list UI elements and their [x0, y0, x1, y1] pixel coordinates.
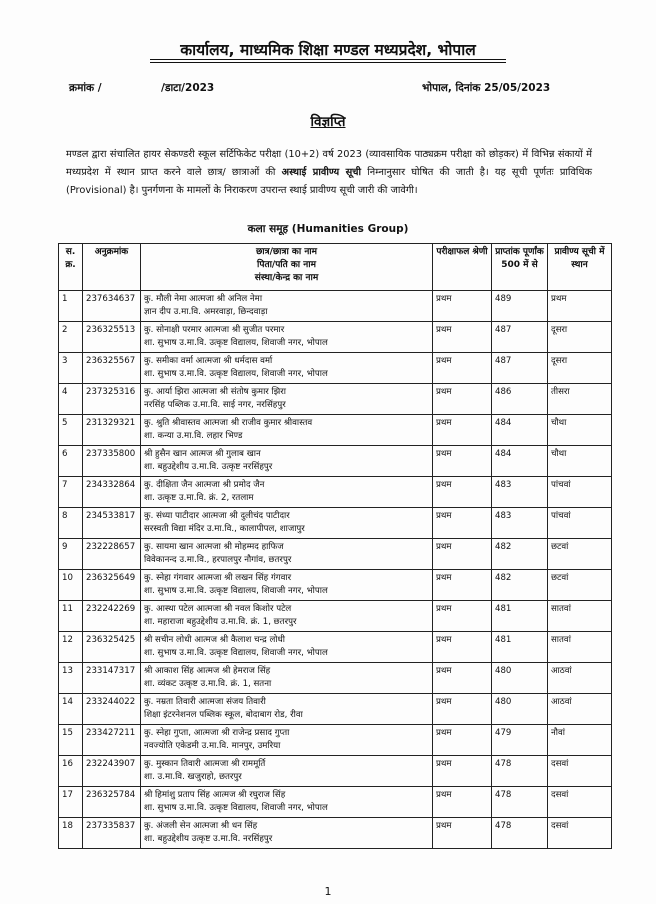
merit-list-table — [58, 243, 612, 849]
cell-marks: 478 — [492, 818, 548, 849]
cell-division: प्रथम — [433, 508, 492, 539]
cell-rank: आठवां — [548, 694, 612, 725]
cell-school-name: शा. सुभाष उ.मा.वि. उत्कृष्ट विद्यालय, शिवाजी नगर, भोपाल — [144, 368, 328, 379]
cell-serial: 6 — [59, 446, 83, 477]
cell-student-name: श्री हुसैन खान आत्मज श्री गुलाब खान — [144, 449, 261, 459]
cell-marks: 482 — [492, 539, 548, 570]
cell-name-school — [141, 291, 433, 322]
cell-marks: 487 — [492, 322, 548, 353]
table-row — [59, 601, 612, 632]
cell-roll-number: 236325784 — [83, 787, 141, 818]
cell-serial: 15 — [59, 725, 83, 756]
cell-name-school — [141, 818, 433, 849]
cell-school-name: सरस्वती विद्या मंदिर उ.मा.वि., कालापीपल, शाजापुर — [144, 523, 305, 534]
cell-serial: 8 — [59, 508, 83, 539]
cell-roll-number: 237335800 — [83, 446, 141, 477]
table-row — [59, 663, 612, 694]
cell-serial: 12 — [59, 632, 83, 663]
cell-serial: 3 — [59, 353, 83, 384]
table-row — [59, 446, 612, 477]
cell-marks: 487 — [492, 353, 548, 384]
place-and-date: भोपाल, दिनांक 25/05/2023 — [422, 82, 551, 94]
table-row — [59, 787, 612, 818]
cell-student-name: कु. स्नेहा गुप्ता, आत्मजा श्री राजेन्द्र प्रसाद गुप्ता — [144, 728, 290, 738]
cell-division: प्रथम — [433, 415, 492, 446]
cell-rank: चौथा — [548, 446, 612, 477]
cell-school-name: शा. कन्या उ.मा.वि. लहार भिण्ड — [144, 430, 243, 441]
table-row — [59, 477, 612, 508]
cell-school-name: शा. बहुउद्देशीय उ.मा.वि. उत्कृष्ट नरसिंहपुर — [144, 461, 273, 472]
table-row — [59, 818, 612, 849]
cell-roll-number: 233147317 — [83, 663, 141, 694]
notice-title: विज्ञप्ति — [310, 114, 346, 130]
cell-name-school — [141, 694, 433, 725]
cell-marks: 483 — [492, 508, 548, 539]
cell-roll-number: 237325316 — [83, 384, 141, 415]
reference-number-suffix: /डाटा/2023 — [161, 82, 215, 94]
cell-name-school — [141, 601, 433, 632]
cell-rank: सातवां — [548, 601, 612, 632]
table-row — [59, 384, 612, 415]
cell-marks: 480 — [492, 663, 548, 694]
cell-student-name: कु. सायमा खान आत्मजा श्री मोहम्मद हाफिज — [144, 542, 284, 552]
cell-rank: दसवां — [548, 756, 612, 787]
cell-student-name: कु. आर्या झिरा आत्मजा श्री संतोष कुमार झिरा — [144, 387, 287, 397]
cell-school-name: शा. बहुउद्देशीय उत्कृष्ट उ.मा.वि. नरसिंहपुर — [144, 833, 273, 844]
cell-division: प्रथम — [433, 632, 492, 663]
header-serial: स. क्र. — [59, 244, 83, 291]
cell-marks: 484 — [492, 446, 548, 477]
cell-name-school — [141, 353, 433, 384]
cell-rank: प्रथम — [548, 291, 612, 322]
cell-school-name: नरसिंह पब्लिक उ.मा.वि. साई नगर, नरसिंहपुर — [144, 399, 286, 410]
cell-division: प्रथम — [433, 384, 492, 415]
table-header-row — [59, 244, 612, 291]
cell-marks: 486 — [492, 384, 548, 415]
cell-roll-number: 237634637 — [83, 291, 141, 322]
group-title: कला समूह (Humanities Group) — [247, 223, 409, 235]
cell-roll-number: 234533817 — [83, 508, 141, 539]
cell-name-school — [141, 415, 433, 446]
table-row — [59, 725, 612, 756]
table-row — [59, 570, 612, 601]
cell-roll-number: 233244022 — [83, 694, 141, 725]
cell-roll-number: 236325567 — [83, 353, 141, 384]
cell-division: प्रथम — [433, 539, 492, 570]
cell-division: प्रथम — [433, 787, 492, 818]
header-father-name: पिता/पति का नाम — [257, 260, 316, 270]
cell-marks: 481 — [492, 601, 548, 632]
reference-number-label: क्रमांक / — [69, 82, 102, 94]
cell-student-name: कु. सोनाक्षी परमार आत्मजा श्री सुजीत परमार — [144, 325, 285, 335]
header-name — [141, 244, 433, 291]
cell-roll-number: 233427211 — [83, 725, 141, 756]
table-row — [59, 291, 612, 322]
cell-rank: आठवां — [548, 663, 612, 694]
cell-roll-number: 236325649 — [83, 570, 141, 601]
cell-school-name: शा. उत्कृष्ट उ.मा.वि. क्रं. 2, रतलाम — [144, 492, 254, 503]
cell-division: प्रथम — [433, 322, 492, 353]
cell-marks: 479 — [492, 725, 548, 756]
cell-serial: 11 — [59, 601, 83, 632]
cell-school-name: शा. सुभाष उ.मा.वि. उत्कृष्ट विद्यालय, शिवाजी नगर, भोपाल — [144, 337, 328, 348]
header-marks: प्राप्तांक पूर्णांक 500 में से — [492, 244, 548, 291]
cell-rank: छटवां — [548, 570, 612, 601]
cell-division: प्रथम — [433, 570, 492, 601]
cell-student-name: कु. अंजली सेन आत्मजा श्री धन सिंह — [144, 821, 258, 831]
cell-division: प्रथम — [433, 663, 492, 694]
cell-student-name: कु. मुस्कान तिवारी आत्मजा श्री राममूर्ति — [144, 759, 266, 769]
intro-text-part2: निम्नानुसार घोषित की जाती है। यह सूची पूर्णतः प्राविधिक (Provisional) है। पुनर्गणना के मामलों के निराकरण उपरान्त स्थाई प्रावीण्य सूची जारी की जावेगी। — [66, 167, 592, 196]
cell-rank: नौवां — [548, 725, 612, 756]
cell-student-name: श्री हिमांशु प्रताप सिंह आत्मज श्री रघुराज सिंह — [144, 790, 286, 800]
cell-name-school — [141, 756, 433, 787]
cell-serial: 13 — [59, 663, 83, 694]
table-row — [59, 756, 612, 787]
cell-student-name: कु. दीक्षिता जैन आत्मजा श्री प्रमोद जैन — [144, 480, 265, 490]
cell-school-name: शा. सुभाष उ.मा.वि. उत्कृष्ट विद्यालय, शिवाजी नगर, भोपाल — [144, 585, 328, 596]
cell-division: प्रथम — [433, 353, 492, 384]
cell-marks: 482 — [492, 570, 548, 601]
cell-name-school — [141, 477, 433, 508]
header-division: परीक्षाफल श्रेणी — [433, 244, 492, 291]
page-number: 1 — [324, 885, 332, 898]
cell-school-name: विवेकानन्द उ.मा.वि., हरपालपुर नौगांव, छतरपुर — [144, 554, 292, 565]
cell-roll-number: 237335837 — [83, 818, 141, 849]
table-row — [59, 694, 612, 725]
cell-name-school — [141, 725, 433, 756]
table-row — [59, 322, 612, 353]
cell-rank: छटवां — [548, 539, 612, 570]
cell-student-name: कु. समीका वर्मा आत्मजा श्री धर्मदास वर्मा — [144, 356, 273, 366]
cell-name-school — [141, 663, 433, 694]
cell-rank: चौथा — [548, 415, 612, 446]
cell-name-school — [141, 322, 433, 353]
cell-name-school — [141, 570, 433, 601]
cell-marks: 481 — [492, 632, 548, 663]
title-underline — [150, 59, 506, 60]
cell-division: प्रथम — [433, 477, 492, 508]
cell-student-name: श्री सचीन लोधी आत्मज श्री कैलाश चन्द्र लोधी — [144, 635, 286, 645]
cell-roll-number: 231329321 — [83, 415, 141, 446]
cell-serial: 7 — [59, 477, 83, 508]
cell-student-name: श्री आकाश सिंह आत्मज श्री हेमराज सिंह — [144, 666, 271, 676]
table-row — [59, 415, 612, 446]
cell-division: प्रथम — [433, 725, 492, 756]
cell-school-name: ज्ञान दीप उ.मा.वि. अमरवाड़ा, छिन्दवाड़ा — [144, 306, 268, 317]
cell-division: प्रथम — [433, 694, 492, 725]
cell-name-school — [141, 539, 433, 570]
cell-name-school — [141, 384, 433, 415]
table-body — [59, 291, 612, 849]
cell-division: प्रथम — [433, 601, 492, 632]
cell-serial: 9 — [59, 539, 83, 570]
table-row — [59, 632, 612, 663]
cell-serial: 16 — [59, 756, 83, 787]
cell-marks: 484 — [492, 415, 548, 446]
cell-name-school — [141, 446, 433, 477]
cell-marks: 480 — [492, 694, 548, 725]
title-underline-second — [150, 62, 506, 63]
cell-roll-number: 236325513 — [83, 322, 141, 353]
cell-rank: दूसरा — [548, 353, 612, 384]
header-roll-number: अनुक्रमांक — [83, 244, 141, 291]
cell-serial: 10 — [59, 570, 83, 601]
cell-roll-number: 234332864 — [83, 477, 141, 508]
header-student-name: छात्र/छात्रा का नाम — [255, 247, 318, 257]
cell-school-name: शा. उ.मा.वि. खजुराहो, छतरपुर — [144, 771, 242, 782]
cell-rank: दसवां — [548, 787, 612, 818]
cell-division: प्रथम — [433, 446, 492, 477]
cell-roll-number: 236325425 — [83, 632, 141, 663]
cell-division: प्रथम — [433, 756, 492, 787]
cell-marks: 478 — [492, 787, 548, 818]
header-institution-name: संस्था/केन्द्र का नाम — [254, 273, 319, 283]
cell-school-name: शा. सुभाष उ.मा.वि. उत्कृष्ट विद्यालय, शिवाजी नगर, भोपाल — [144, 647, 328, 658]
cell-student-name: कु. संध्या पाटीदार आत्मजा श्री दुलीचंद पाटीदार — [144, 511, 290, 521]
cell-roll-number: 232243907 — [83, 756, 141, 787]
cell-student-name: कु. मौली नेमा आत्मजा श्री अनिल नेमा — [144, 294, 263, 304]
intro-text-part1: मण्डल द्वारा संचालित हायर सेकण्डरी स्कूल सर्टिफिकेट परीक्षा (10+2) वर्ष 2023 (व्यावसायिक पाठ्यक्रम परीक्षा को छोड़कर) में विभिन्न संकायों में मध्यप्रदेश में स्थान प्राप्त करने वाले छात्र/ छात्राओं की — [66, 149, 592, 178]
intro-paragraph — [66, 146, 592, 200]
cell-student-name: कु. स्नेहा गंगवार आत्मजा श्री लखन सिंह गंगवार — [144, 573, 292, 583]
table-row — [59, 353, 612, 384]
cell-school-name: शा. महाराजा बहुउद्देशीय उ.मा.वि. क्रं. 1, छतरपुर — [144, 616, 297, 627]
cell-rank: पांचवां — [548, 508, 612, 539]
cell-serial: 5 — [59, 415, 83, 446]
cell-student-name: कु. नम्रता तिवारी आत्मजा संजय तिवारी — [144, 697, 266, 707]
cell-serial: 17 — [59, 787, 83, 818]
cell-student-name: कु. श्रुति श्रीवास्तव आत्मजा श्री राजीव कुमार श्रीवास्तव — [144, 418, 313, 428]
cell-serial: 18 — [59, 818, 83, 849]
cell-marks: 489 — [492, 291, 548, 322]
cell-school-name: नवज्योति एकेडमी उ.मा.वि. मानपुर, उमरिया — [144, 740, 281, 751]
cell-name-school — [141, 632, 433, 663]
cell-roll-number: 232228657 — [83, 539, 141, 570]
cell-serial: 14 — [59, 694, 83, 725]
cell-division: प्रथम — [433, 291, 492, 322]
intro-text-bold: अस्थाई प्रावीण्य सूची — [281, 167, 362, 178]
cell-school-name: शिक्षा इंटरनेशनल पब्लिक स्कूल, बोदाबाग रोड, रीवा — [144, 709, 303, 720]
cell-name-school — [141, 508, 433, 539]
cell-rank: तीसरा — [548, 384, 612, 415]
cell-student-name: कु. आस्था पटेल आत्मजा श्री नवल किशोर पटेल — [144, 604, 292, 614]
table-row — [59, 539, 612, 570]
cell-school-name: शा. सुभाष उ.मा.वि. उत्कृष्ट विद्यालय, शिवाजी नगर, भोपाल — [144, 802, 328, 813]
cell-rank: दूसरा — [548, 322, 612, 353]
cell-name-school — [141, 787, 433, 818]
cell-division: प्रथम — [433, 818, 492, 849]
cell-serial: 2 — [59, 322, 83, 353]
office-title: कार्यालय, माध्यमिक शिक्षा मण्डल मध्यप्रदेश, भोपाल — [180, 41, 476, 59]
cell-serial: 4 — [59, 384, 83, 415]
cell-rank: दसवां — [548, 818, 612, 849]
cell-marks: 478 — [492, 756, 548, 787]
cell-rank: पांचवां — [548, 477, 612, 508]
table-row — [59, 508, 612, 539]
cell-marks: 483 — [492, 477, 548, 508]
header-rank: प्रावीण्य सूची में स्थान — [548, 244, 612, 291]
cell-school-name: शा. व्यंकट उत्कृष्ट उ.मा.वि. क्रं. 1, सतना — [144, 678, 272, 689]
cell-roll-number: 232242269 — [83, 601, 141, 632]
cell-rank: सातवां — [548, 632, 612, 663]
cell-serial: 1 — [59, 291, 83, 322]
